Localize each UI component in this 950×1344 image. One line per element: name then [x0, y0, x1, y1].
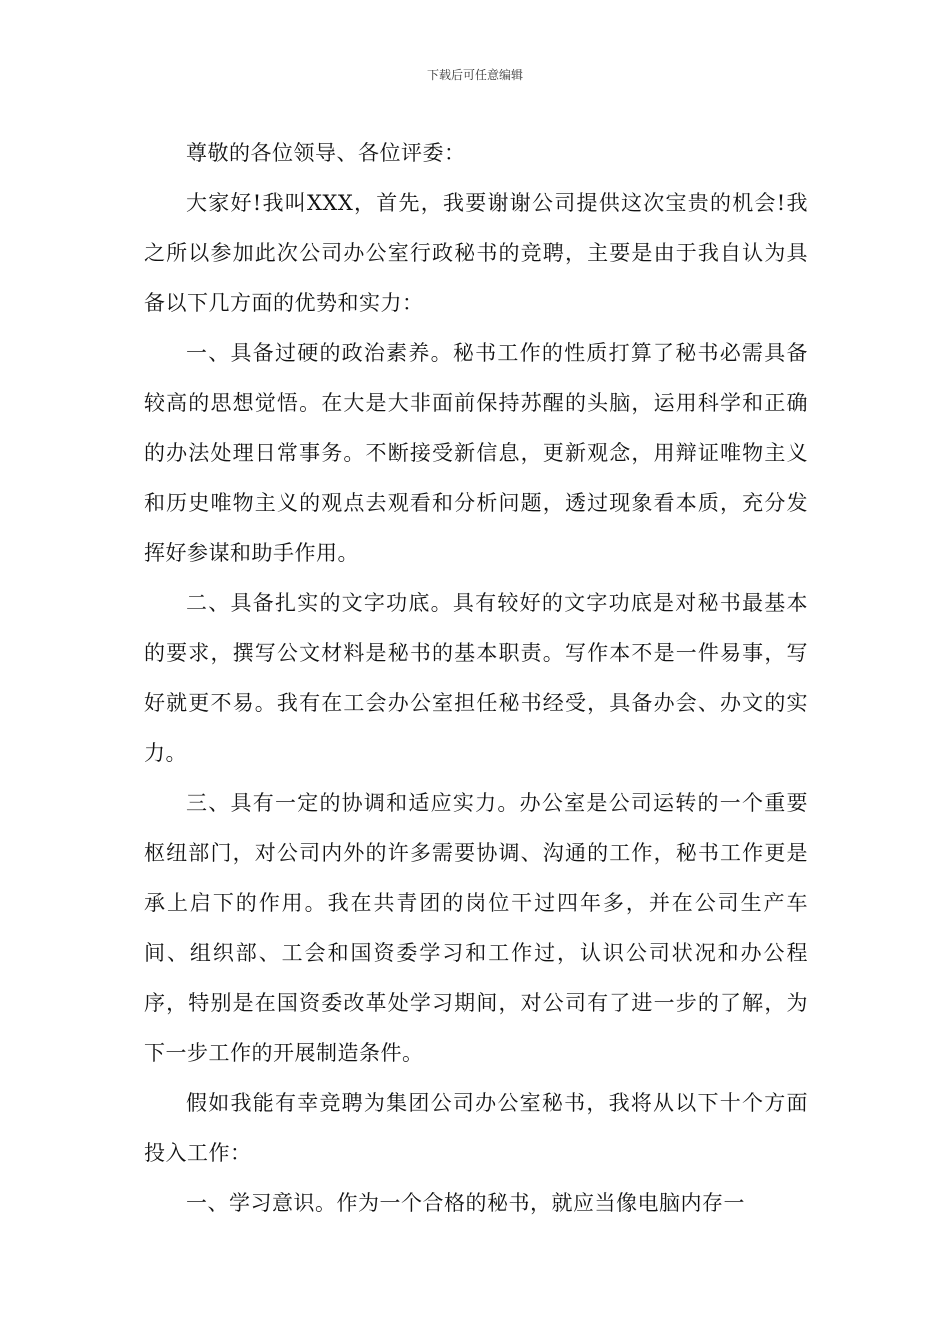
document-body [144, 128, 808, 1228]
paragraph-plan-intro: 假如我能有幸竞聘为集团公司办公室秘书，我将从以下十个方面投入工作： [144, 1091, 808, 1165]
header-note: 下载后可任意编辑 [426, 68, 523, 82]
paragraph-plan-1: 一、学习意识。作为一个合格的秘书，就应当像电脑内存一 [186, 1191, 745, 1215]
paragraph-point-3: 三、具有一定的协调和适应实力。办公室是公司运转的一个重要枢纽部门，对公司内外的许多需要协调、沟通的工作，秘书工作更是承上启下的作用。我在共青团的岗位干过四年多，并在公司生产车间、组织部、工会和国资委学习和工作过，认识公司状况和办公程序，特别是在国资委改革处学习期间，对公司有了进一步的了解，为下一步工作的开展制造条件。 [144, 791, 808, 1065]
paragraph-intro: 大家好!我叫XXX，首先，我要谢谢公司提供这次宝贵的机会!我之所以参加此次公司办公室行政秘书的竞聘，主要是由于我自认为具备以下几方面的优势和实力： [144, 191, 808, 315]
paragraph-point-2: 二、具备扎实的文字功底。具有较好的文字功底是对秘书最基本的要求，撰写公文材料是秘书的基本职责。写作本不是一件易事，写好就更不易。我有在工会办公室担任秘书经受，具备办会、办文的实力。 [144, 591, 808, 765]
paragraph-point-1: 一、具备过硬的政治素养。秘书工作的性质打算了秘书必需具备较高的思想觉悟。在大是大非面前保持苏醒的头脑，运用科学和正确的办法处理日常事务。不断接受新信息，更新观念，用辩证唯物主义和历史唯物主义的观点去观看和分析问题，透过现象看本质，充分发挥好参谋和助手作用。 [144, 341, 808, 565]
salutation: 尊敬的各位领导、各位评委： [186, 141, 466, 165]
